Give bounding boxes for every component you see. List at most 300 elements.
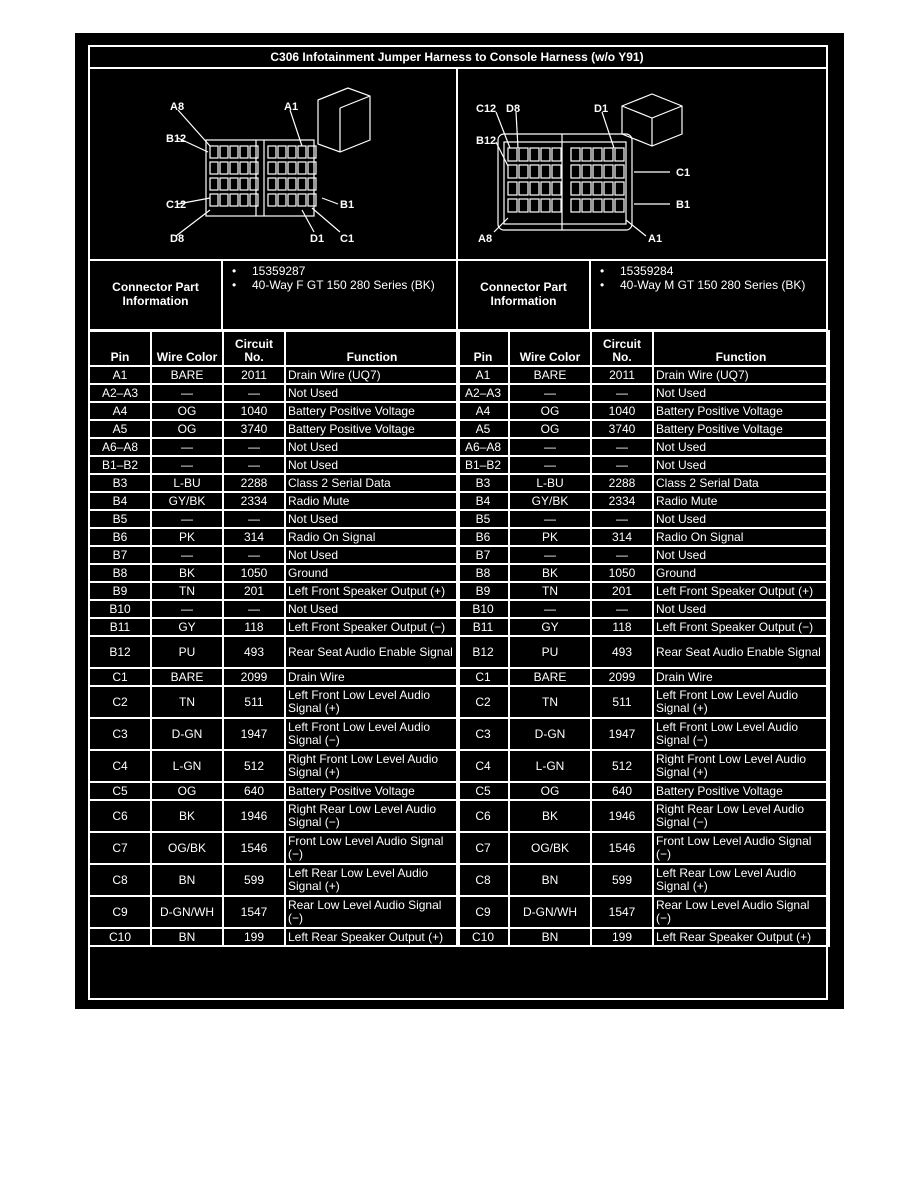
circuit-cell: — bbox=[591, 510, 653, 528]
wire-color-cell: — bbox=[509, 546, 591, 564]
table-row bbox=[89, 384, 459, 402]
table-row bbox=[457, 564, 829, 582]
function-cell: Left Front Speaker Output (−) bbox=[653, 618, 829, 636]
function-cell: Right Front Low Level Audio Signal (+) bbox=[285, 750, 459, 782]
table-row bbox=[457, 546, 829, 564]
wire-color-cell: L-GN bbox=[151, 750, 223, 782]
circuit-cell: — bbox=[591, 600, 653, 618]
pin-cell: C3 bbox=[89, 718, 151, 750]
function-cell: Battery Positive Voltage bbox=[653, 420, 829, 438]
connector-part-list-right bbox=[596, 264, 821, 292]
function-cell: Radio Mute bbox=[653, 492, 829, 510]
pin-cavities bbox=[508, 148, 624, 212]
function-cell: Not Used bbox=[285, 456, 459, 474]
label-b12: B12 bbox=[476, 135, 497, 147]
table-row bbox=[89, 896, 459, 928]
table-row bbox=[89, 600, 459, 618]
table-row bbox=[457, 366, 829, 384]
pinout-table-left bbox=[88, 330, 460, 947]
table-row bbox=[89, 832, 459, 864]
pin-cell: B3 bbox=[89, 474, 151, 492]
table-row bbox=[457, 420, 829, 438]
pin-cell: B1–B2 bbox=[457, 456, 509, 474]
wire-color-cell: BARE bbox=[151, 668, 223, 686]
table-row bbox=[457, 492, 829, 510]
wire-color-cell: OG bbox=[151, 782, 223, 800]
col-function: Function bbox=[285, 331, 459, 366]
table-row bbox=[89, 546, 459, 564]
wire-color-cell: OG bbox=[509, 402, 591, 420]
label-c12: C12 bbox=[476, 103, 497, 115]
pin-cell: A6–A8 bbox=[89, 438, 151, 456]
table-row bbox=[457, 832, 829, 864]
table-row bbox=[457, 928, 829, 946]
pin-cell: C5 bbox=[457, 782, 509, 800]
pin-cell: B1–B2 bbox=[89, 456, 151, 474]
pin-cell: C4 bbox=[457, 750, 509, 782]
circuit-cell: — bbox=[223, 600, 285, 618]
wire-color-cell: BK bbox=[151, 800, 223, 832]
circuit-cell: — bbox=[223, 510, 285, 528]
wire-color-cell: OG bbox=[509, 782, 591, 800]
part-number: • 15359284 bbox=[596, 264, 821, 278]
pin-cell: A4 bbox=[457, 402, 509, 420]
part-number: • 15359287 bbox=[228, 264, 450, 278]
label-b1: B1 bbox=[340, 199, 355, 211]
wire-color-cell: — bbox=[151, 510, 223, 528]
table-row bbox=[457, 782, 829, 800]
function-cell: Not Used bbox=[285, 384, 459, 402]
circuit-cell: 493 bbox=[591, 636, 653, 668]
pin-cell: B9 bbox=[89, 582, 151, 600]
wire-color-cell: OG bbox=[151, 420, 223, 438]
table-row bbox=[457, 636, 829, 668]
pin-cell: B3 bbox=[457, 474, 509, 492]
wire-color-cell: L-BU bbox=[509, 474, 591, 492]
table-row bbox=[457, 618, 829, 636]
col-circuit: Circuit No. bbox=[591, 331, 653, 366]
pin-cell: C7 bbox=[89, 832, 151, 864]
circuit-cell: 199 bbox=[223, 928, 285, 946]
circuit-cell: 199 bbox=[591, 928, 653, 946]
table-row bbox=[89, 366, 459, 384]
label-d8: D8 bbox=[506, 103, 521, 115]
pin-cell: B10 bbox=[89, 600, 151, 618]
pin-cell: C8 bbox=[89, 864, 151, 896]
circuit-cell: 3740 bbox=[223, 420, 285, 438]
wire-color-cell: D-GN/WH bbox=[151, 896, 223, 928]
circuit-cell: 2334 bbox=[591, 492, 653, 510]
wire-color-cell: GY bbox=[151, 618, 223, 636]
pin-cell: A5 bbox=[457, 420, 509, 438]
function-cell: Left Rear Speaker Output (+) bbox=[285, 928, 459, 946]
table-row bbox=[89, 582, 459, 600]
function-cell: Left Front Low Level Audio Signal (−) bbox=[285, 718, 459, 750]
function-cell: Class 2 Serial Data bbox=[285, 474, 459, 492]
table-row bbox=[457, 896, 829, 928]
wire-color-cell: TN bbox=[509, 686, 591, 718]
pin-cell: C1 bbox=[457, 668, 509, 686]
pin-cell: C10 bbox=[89, 928, 151, 946]
label-a1: A1 bbox=[284, 101, 299, 113]
table-row bbox=[457, 718, 829, 750]
pin-cavities bbox=[210, 146, 316, 206]
function-cell: Left Front Low Level Audio Signal (−) bbox=[653, 718, 829, 750]
function-cell: Left Rear Speaker Output (+) bbox=[653, 928, 829, 946]
wire-color-cell: OG/BK bbox=[509, 832, 591, 864]
label-b12: B12 bbox=[166, 133, 187, 145]
table-row bbox=[89, 668, 459, 686]
wire-color-cell: — bbox=[151, 546, 223, 564]
pin-cell: A4 bbox=[89, 402, 151, 420]
function-cell: Right Rear Low Level Audio Signal (−) bbox=[653, 800, 829, 832]
pin-cell: B4 bbox=[457, 492, 509, 510]
connector-diagram-female bbox=[90, 70, 455, 258]
circuit-cell: 2099 bbox=[591, 668, 653, 686]
circuit-cell: 2011 bbox=[591, 366, 653, 384]
wire-color-cell: BN bbox=[509, 928, 591, 946]
circuit-cell: 1946 bbox=[591, 800, 653, 832]
function-cell: Rear Seat Audio Enable Signal bbox=[285, 636, 459, 668]
wire-color-cell: L-BU bbox=[151, 474, 223, 492]
pin-cell: B12 bbox=[89, 636, 151, 668]
pin-cell: B7 bbox=[457, 546, 509, 564]
col-wire-color: Wire Color bbox=[509, 331, 591, 366]
pin-cell: B7 bbox=[89, 546, 151, 564]
wire-color-cell: D-GN bbox=[151, 718, 223, 750]
table-row bbox=[457, 528, 829, 546]
label-a1: A1 bbox=[648, 233, 663, 245]
pin-cell: C9 bbox=[457, 896, 509, 928]
pin-cell: A5 bbox=[89, 420, 151, 438]
function-cell: Battery Positive Voltage bbox=[285, 402, 459, 420]
function-cell: Drain Wire (UQ7) bbox=[653, 366, 829, 384]
pin-cell: B12 bbox=[457, 636, 509, 668]
table-row bbox=[89, 510, 459, 528]
connector-part-info-label-right: Connector Part Information bbox=[480, 280, 567, 308]
circuit-cell: 493 bbox=[223, 636, 285, 668]
circuit-cell: 640 bbox=[223, 782, 285, 800]
function-cell: Rear Seat Audio Enable Signal bbox=[653, 636, 829, 668]
circuit-cell: — bbox=[223, 546, 285, 564]
page-title: C306 Infotainment Jumper Harness to Console Harness (w/o Y91) bbox=[88, 47, 826, 69]
table-row bbox=[457, 668, 829, 686]
wire-color-cell: BK bbox=[151, 564, 223, 582]
connector-part-list-left bbox=[228, 264, 450, 292]
function-cell: Drain Wire bbox=[285, 668, 459, 686]
col-circuit: Circuit No. bbox=[223, 331, 285, 366]
label-d8: D8 bbox=[170, 233, 185, 245]
col-wire-color: Wire Color bbox=[151, 331, 223, 366]
circuit-cell: — bbox=[591, 438, 653, 456]
circuit-cell: 640 bbox=[591, 782, 653, 800]
pin-cell: A1 bbox=[457, 366, 509, 384]
connector-diagram-male bbox=[458, 70, 826, 258]
table-row bbox=[89, 564, 459, 582]
info-col-divider-right bbox=[589, 259, 591, 331]
function-cell: Left Front Low Level Audio Signal (+) bbox=[285, 686, 459, 718]
label-d1: D1 bbox=[594, 103, 609, 115]
pin-cell: B4 bbox=[89, 492, 151, 510]
pin-cell: B10 bbox=[457, 600, 509, 618]
wire-color-cell: — bbox=[509, 438, 591, 456]
table-row bbox=[89, 750, 459, 782]
circuit-cell: 2099 bbox=[223, 668, 285, 686]
function-cell: Rear Low Level Audio Signal (−) bbox=[653, 896, 829, 928]
wire-color-cell: PU bbox=[509, 636, 591, 668]
wire-color-cell: BARE bbox=[509, 366, 591, 384]
pin-cell: A6–A8 bbox=[457, 438, 509, 456]
circuit-cell: 599 bbox=[223, 864, 285, 896]
pin-cell: C4 bbox=[89, 750, 151, 782]
table-row bbox=[457, 582, 829, 600]
col-function: Function bbox=[653, 331, 829, 366]
function-cell: Front Low Level Audio Signal (−) bbox=[285, 832, 459, 864]
circuit-cell: 1050 bbox=[223, 564, 285, 582]
wire-color-cell: BARE bbox=[509, 668, 591, 686]
label-c1: C1 bbox=[676, 167, 691, 179]
circuit-cell: 1546 bbox=[591, 832, 653, 864]
function-cell: Ground bbox=[653, 564, 829, 582]
function-cell: Rear Low Level Audio Signal (−) bbox=[285, 896, 459, 928]
function-cell: Left Front Low Level Audio Signal (+) bbox=[653, 686, 829, 718]
table-row bbox=[89, 420, 459, 438]
circuit-cell: 511 bbox=[223, 686, 285, 718]
circuit-cell: 2288 bbox=[223, 474, 285, 492]
function-cell: Not Used bbox=[653, 438, 829, 456]
table-row bbox=[89, 456, 459, 474]
table-row bbox=[89, 800, 459, 832]
circuit-cell: 314 bbox=[223, 528, 285, 546]
table-row bbox=[89, 438, 459, 456]
col-pin: Pin bbox=[457, 331, 509, 366]
function-cell: Radio On Signal bbox=[653, 528, 829, 546]
connector-isometric bbox=[318, 88, 370, 152]
part-description: • 40-Way F GT 150 280 Series (BK) bbox=[228, 278, 450, 292]
function-cell: Not Used bbox=[285, 510, 459, 528]
function-cell: Battery Positive Voltage bbox=[285, 782, 459, 800]
function-cell: Right Front Low Level Audio Signal (+) bbox=[653, 750, 829, 782]
pin-cell: C10 bbox=[457, 928, 509, 946]
circuit-cell: 1040 bbox=[223, 402, 285, 420]
circuit-cell: 201 bbox=[223, 582, 285, 600]
wire-color-cell: PK bbox=[509, 528, 591, 546]
wire-color-cell: — bbox=[151, 438, 223, 456]
wire-color-cell: D-GN bbox=[509, 718, 591, 750]
circuit-cell: 201 bbox=[591, 582, 653, 600]
wire-color-cell: GY bbox=[509, 618, 591, 636]
circuit-cell: 1040 bbox=[591, 402, 653, 420]
circuit-cell: 2288 bbox=[591, 474, 653, 492]
wire-color-cell: TN bbox=[151, 686, 223, 718]
pin-cell: B11 bbox=[457, 618, 509, 636]
table-row bbox=[89, 492, 459, 510]
function-cell: Not Used bbox=[653, 510, 829, 528]
pin-cell: A2–A3 bbox=[89, 384, 151, 402]
function-cell: Radio On Signal bbox=[285, 528, 459, 546]
function-cell: Not Used bbox=[653, 384, 829, 402]
wire-color-cell: — bbox=[509, 510, 591, 528]
pin-cell: B6 bbox=[89, 528, 151, 546]
circuit-cell: 511 bbox=[591, 686, 653, 718]
pin-cell: A1 bbox=[89, 366, 151, 384]
part-description: • 40-Way M GT 150 280 Series (BK) bbox=[596, 278, 821, 292]
pin-cell: C7 bbox=[457, 832, 509, 864]
circuit-cell: — bbox=[591, 546, 653, 564]
circuit-cell: 314 bbox=[591, 528, 653, 546]
table-row bbox=[457, 750, 829, 782]
wire-color-cell: BARE bbox=[151, 366, 223, 384]
pin-cell: B8 bbox=[89, 564, 151, 582]
pin-cell: B6 bbox=[457, 528, 509, 546]
table-row bbox=[89, 928, 459, 946]
wire-color-cell: GY/BK bbox=[509, 492, 591, 510]
function-cell: Not Used bbox=[285, 546, 459, 564]
circuit-cell: 2334 bbox=[223, 492, 285, 510]
circuit-cell: — bbox=[223, 456, 285, 474]
circuit-cell: 1547 bbox=[223, 896, 285, 928]
label-c12: C12 bbox=[166, 199, 187, 211]
col-pin: Pin bbox=[89, 331, 151, 366]
pin-cell: C9 bbox=[89, 896, 151, 928]
wire-color-cell: — bbox=[509, 456, 591, 474]
wire-color-cell: TN bbox=[151, 582, 223, 600]
wire-color-cell: — bbox=[151, 384, 223, 402]
table-row bbox=[457, 510, 829, 528]
connector-part-info-label-left: Connector Part Information bbox=[112, 280, 199, 308]
table-row bbox=[89, 782, 459, 800]
table-row bbox=[457, 800, 829, 832]
table-row bbox=[457, 864, 829, 896]
table-row bbox=[457, 600, 829, 618]
diagram-divider bbox=[88, 259, 828, 261]
circuit-cell: 599 bbox=[591, 864, 653, 896]
circuit-cell: 512 bbox=[223, 750, 285, 782]
wire-color-cell: — bbox=[509, 600, 591, 618]
wire-color-cell: — bbox=[509, 384, 591, 402]
circuit-cell: 1050 bbox=[591, 564, 653, 582]
table-row bbox=[457, 474, 829, 492]
function-cell: Left Front Speaker Output (−) bbox=[285, 618, 459, 636]
function-cell: Battery Positive Voltage bbox=[653, 402, 829, 420]
function-cell: Battery Positive Voltage bbox=[285, 420, 459, 438]
wire-color-cell: L-GN bbox=[509, 750, 591, 782]
table-row bbox=[89, 528, 459, 546]
circuit-cell: 2011 bbox=[223, 366, 285, 384]
function-cell: Left Front Speaker Output (+) bbox=[653, 582, 829, 600]
table-row bbox=[89, 686, 459, 718]
function-cell: Not Used bbox=[285, 600, 459, 618]
wire-color-cell: OG bbox=[509, 420, 591, 438]
circuit-cell: 1947 bbox=[591, 718, 653, 750]
table-row bbox=[89, 474, 459, 492]
circuit-cell: 118 bbox=[223, 618, 285, 636]
table-row bbox=[89, 636, 459, 668]
pinout-table-right bbox=[456, 330, 830, 947]
wire-color-cell: BN bbox=[151, 864, 223, 896]
table-row bbox=[89, 718, 459, 750]
function-cell: Drain Wire bbox=[653, 668, 829, 686]
function-cell: Left Front Speaker Output (+) bbox=[285, 582, 459, 600]
pin-cell: C3 bbox=[457, 718, 509, 750]
label-b1: B1 bbox=[676, 199, 691, 211]
wire-color-cell: BK bbox=[509, 800, 591, 832]
wire-color-cell: BN bbox=[151, 928, 223, 946]
function-cell: Ground bbox=[285, 564, 459, 582]
circuit-cell: 1946 bbox=[223, 800, 285, 832]
wire-color-cell: PK bbox=[151, 528, 223, 546]
function-cell: Left Rear Low Level Audio Signal (+) bbox=[653, 864, 829, 896]
circuit-cell: — bbox=[223, 438, 285, 456]
label-a8: A8 bbox=[170, 101, 185, 113]
wire-color-cell: TN bbox=[509, 582, 591, 600]
wire-color-cell: PU bbox=[151, 636, 223, 668]
table-row bbox=[457, 686, 829, 718]
function-cell: Not Used bbox=[653, 600, 829, 618]
label-c1: C1 bbox=[340, 233, 355, 245]
table-row bbox=[89, 618, 459, 636]
pin-cell: C8 bbox=[457, 864, 509, 896]
circuit-cell: 1947 bbox=[223, 718, 285, 750]
function-cell: Battery Positive Voltage bbox=[653, 782, 829, 800]
wire-color-cell: OG/BK bbox=[151, 832, 223, 864]
pin-cell: C5 bbox=[89, 782, 151, 800]
pin-cell: B8 bbox=[457, 564, 509, 582]
pin-cell: B11 bbox=[89, 618, 151, 636]
label-a8: A8 bbox=[478, 233, 493, 245]
circuit-cell: 1546 bbox=[223, 832, 285, 864]
function-cell: Left Rear Low Level Audio Signal (+) bbox=[285, 864, 459, 896]
function-cell: Right Rear Low Level Audio Signal (−) bbox=[285, 800, 459, 832]
function-cell: Drain Wire (UQ7) bbox=[285, 366, 459, 384]
label-d1: D1 bbox=[310, 233, 325, 245]
circuit-cell: 3740 bbox=[591, 420, 653, 438]
circuit-cell: — bbox=[223, 384, 285, 402]
table-row bbox=[89, 402, 459, 420]
table-row bbox=[457, 402, 829, 420]
table-row bbox=[89, 864, 459, 896]
wire-color-cell: GY/BK bbox=[151, 492, 223, 510]
pin-cell: A2–A3 bbox=[457, 384, 509, 402]
pin-cell: C1 bbox=[89, 668, 151, 686]
wire-color-cell: — bbox=[151, 456, 223, 474]
pin-cell: C2 bbox=[89, 686, 151, 718]
info-col-divider-left bbox=[221, 259, 223, 331]
function-cell: Radio Mute bbox=[285, 492, 459, 510]
circuit-cell: — bbox=[591, 384, 653, 402]
circuit-cell: 512 bbox=[591, 750, 653, 782]
circuit-cell: 1547 bbox=[591, 896, 653, 928]
pin-cell: B5 bbox=[89, 510, 151, 528]
wire-color-cell: BN bbox=[509, 864, 591, 896]
function-cell: Not Used bbox=[285, 438, 459, 456]
function-cell: Not Used bbox=[653, 456, 829, 474]
wire-color-cell: D-GN/WH bbox=[509, 896, 591, 928]
wire-color-cell: BK bbox=[509, 564, 591, 582]
pin-cell: C2 bbox=[457, 686, 509, 718]
pin-cell: B5 bbox=[457, 510, 509, 528]
table-row bbox=[457, 438, 829, 456]
pin-cell: C6 bbox=[89, 800, 151, 832]
pin-cell: B9 bbox=[457, 582, 509, 600]
function-cell: Class 2 Serial Data bbox=[653, 474, 829, 492]
circuit-cell: — bbox=[591, 456, 653, 474]
wire-color-cell: — bbox=[151, 600, 223, 618]
function-cell: Front Low Level Audio Signal (−) bbox=[653, 832, 829, 864]
wire-color-cell: OG bbox=[151, 402, 223, 420]
table-row bbox=[457, 456, 829, 474]
function-cell: Not Used bbox=[653, 546, 829, 564]
